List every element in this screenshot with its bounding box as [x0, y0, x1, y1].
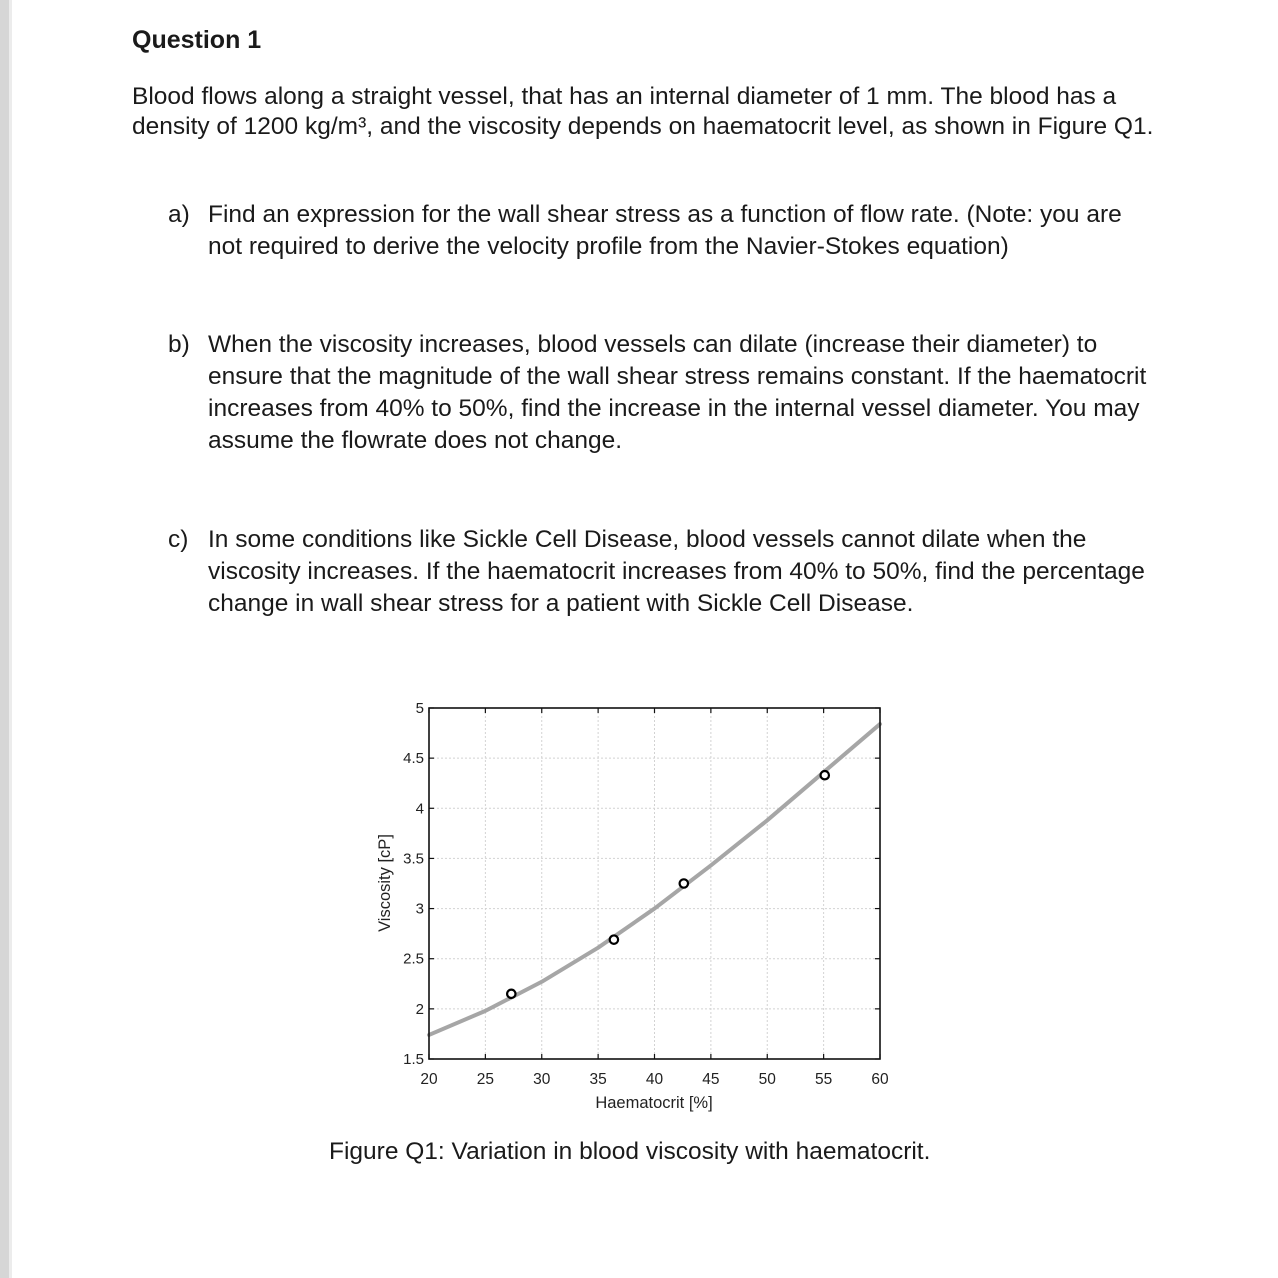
part-c-label: c): [168, 526, 189, 553]
x-tick-label: 20: [420, 1071, 438, 1088]
page-left-shadow: [9, 0, 12, 1278]
figure-q1: [360, 690, 920, 1120]
viscosity-chart: [360, 690, 920, 1120]
data-point: [610, 935, 618, 943]
x-tick-label: 25: [476, 1071, 494, 1088]
figure-caption: Figure Q1: Variation in blood viscosity with haematocrit.: [329, 1138, 931, 1165]
y-axis-label: Viscosity [cP]: [376, 834, 394, 932]
x-tick-label: 40: [645, 1071, 664, 1088]
part-b-text: When the viscosity increases, blood vessels can dilate (increase their diameter) to ensure that the magnitude of the wall shear stress remains constant. If the haematocrit increases from 40% to 50%, find the increase in the internal vessel diameter. You may assume the flowrate does not change.: [208, 331, 1147, 454]
y-tick-label: 4.5: [403, 750, 424, 768]
data-point: [680, 879, 688, 887]
y-tick-label: 2.5: [403, 950, 424, 968]
y-tick-label: 1.5: [403, 1051, 424, 1068]
question-title: Question 1: [132, 26, 262, 54]
x-tick-label: 45: [702, 1071, 720, 1088]
x-axis-label: Haematocrit [%]: [595, 1094, 713, 1112]
x-tick-labels: [420, 1071, 889, 1088]
part-a-text: Find an expression for the wall shear stress as a function of flow rate. (Note: you are not required to derive the velocity profile from the Navier-Stokes equation): [208, 201, 1122, 260]
y-tick-label: 4: [415, 800, 424, 818]
part-c-text: In some conditions like Sickle Cell Disease, blood vessels cannot dilate when the viscosity increases. If the haematocrit increases from 40% to 50%, find the percentage change in wall shear stress for a patient with Sickle Cell Disease.: [208, 526, 1145, 617]
y-tick-label: 3.5: [403, 850, 424, 868]
question-intro: Blood flows along a straight vessel, that has an internal diameter of 1 mm. The blood has a density of 1200 kg/m³, and the viscosity depends on haematocrit level, as shown in Figure Q1.: [132, 83, 1154, 140]
x-tick-label: 55: [815, 1071, 833, 1088]
data-point: [821, 771, 829, 779]
x-tick-label: 35: [589, 1071, 607, 1088]
y-tick-label: 5: [415, 700, 424, 717]
part-a-label: a): [168, 201, 190, 228]
x-tick-label: 60: [871, 1071, 889, 1088]
x-tick-label: 30: [533, 1071, 551, 1088]
part-b-label: b): [168, 331, 190, 358]
y-tick-label: 3: [415, 900, 424, 918]
y-tick-label: 2: [415, 1000, 424, 1018]
page-left-border: [0, 0, 9, 1278]
data-point: [507, 990, 515, 998]
y-tick-labels: [403, 700, 424, 1068]
x-tick-label: 50: [758, 1071, 776, 1088]
